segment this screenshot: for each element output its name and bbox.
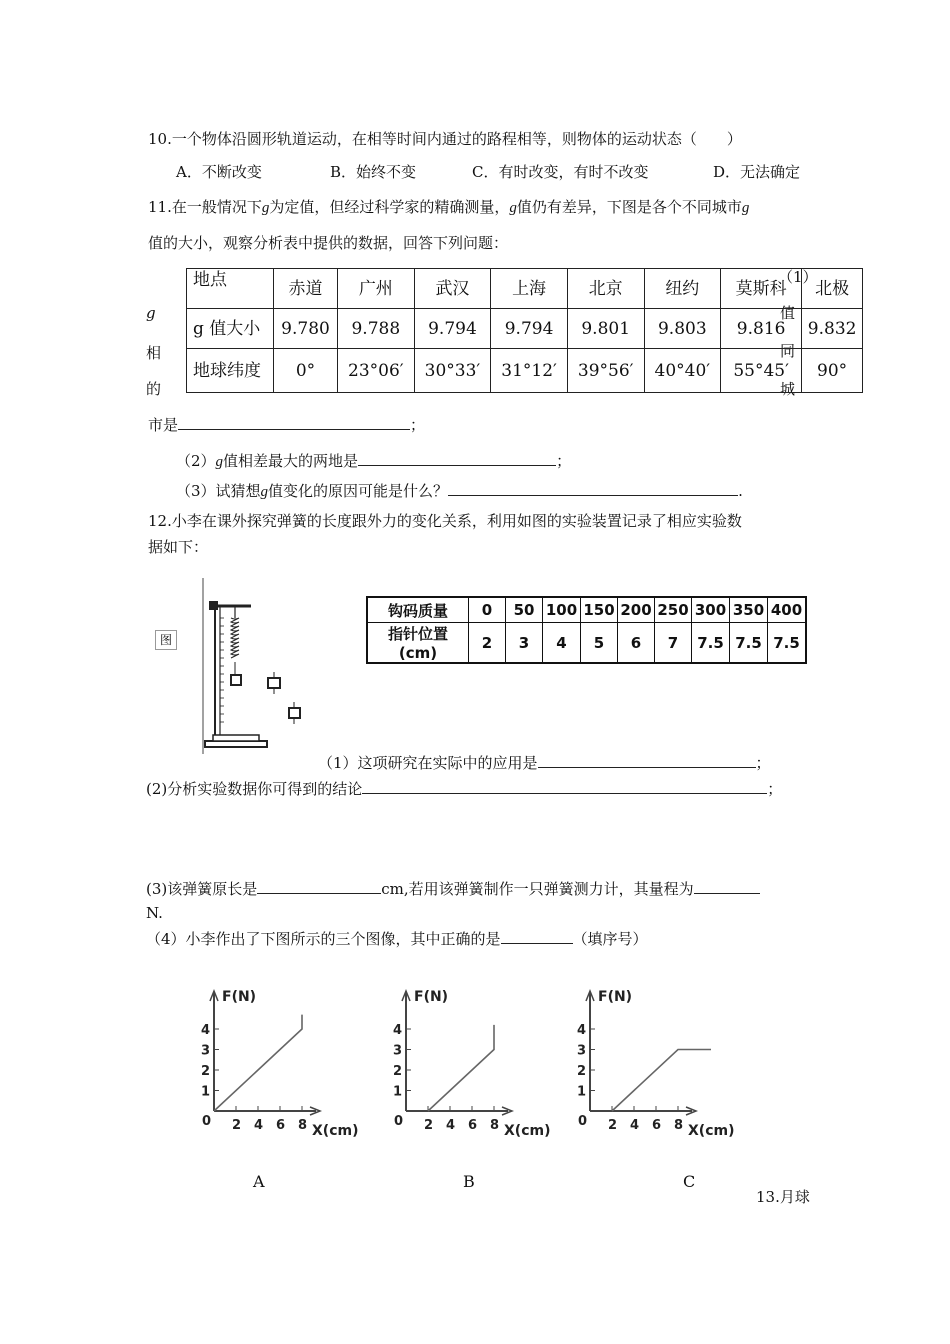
row-label: 钩码质量 bbox=[367, 597, 469, 623]
header-cell: 莫斯科 bbox=[721, 269, 802, 309]
table-cell: 5 bbox=[581, 623, 618, 664]
q13-start: 13.月球 bbox=[756, 1188, 810, 1206]
table-cell: 3 bbox=[506, 623, 543, 664]
table-cell: 55°45′ bbox=[721, 349, 802, 393]
table-row bbox=[367, 597, 806, 623]
x-tick-label: 4 bbox=[446, 1118, 456, 1133]
q10-stem: 10.一个物体沿圆形轨道运动，在相等时间内通过的路程相等，则物体的运动状态（ ） bbox=[148, 130, 742, 148]
table-cell: 7 bbox=[655, 623, 692, 664]
header-cell: 赤道 bbox=[274, 269, 338, 309]
table-cell: 7.5 bbox=[730, 623, 768, 664]
header-cell: 上海 bbox=[491, 269, 568, 309]
q12-part3: (3)该弹簧原长是 cm,若用该弹簧制作一只弹簧测力计，其量程为 bbox=[146, 878, 760, 899]
spring-apparatus-figure bbox=[195, 578, 315, 758]
x-tick-label: 8 bbox=[298, 1118, 308, 1133]
table-cell: 7.5 bbox=[768, 623, 807, 664]
x-tick-label: 2 bbox=[608, 1118, 618, 1133]
answer-blank[interactable] bbox=[358, 451, 556, 466]
table-cell: 9.780 bbox=[274, 309, 338, 349]
table-cell: 90° bbox=[802, 349, 863, 393]
table-cell: 30°33′ bbox=[414, 349, 491, 393]
y-tick-label: 3 bbox=[577, 1043, 587, 1059]
x-tick-label: 4 bbox=[254, 1118, 264, 1133]
table-cell: 9.794 bbox=[491, 309, 568, 349]
table-cell: 50 bbox=[506, 597, 543, 623]
answer-blank[interactable] bbox=[178, 415, 410, 430]
x-axis-label: X(cm) bbox=[504, 1123, 551, 1138]
y-axis-label: F(N) bbox=[598, 989, 633, 1005]
graph-a-label: A bbox=[253, 1172, 265, 1191]
table-cell: 100 bbox=[543, 597, 581, 623]
answer-blank[interactable] bbox=[538, 753, 756, 768]
graph-b-curve bbox=[428, 1025, 494, 1111]
graph-c-label: C bbox=[683, 1172, 696, 1191]
x-tick-label: 6 bbox=[468, 1118, 478, 1133]
table-row bbox=[187, 309, 863, 349]
q12-part1: （1）这项研究在实际中的应用是 ； bbox=[318, 754, 771, 772]
header-cell: 广州 bbox=[338, 269, 415, 309]
q11-side-right-1: （1） bbox=[778, 268, 818, 286]
graph-c-curve bbox=[612, 1050, 711, 1112]
q11-part2: （2）g值相差最大的两地是 ； bbox=[176, 452, 572, 470]
y-tick-label: 1 bbox=[393, 1084, 403, 1100]
x-tick-label: 8 bbox=[674, 1118, 684, 1133]
header-cell: 武汉 bbox=[414, 269, 491, 309]
table-cell: 9.788 bbox=[338, 309, 415, 349]
origin-label: 0 bbox=[394, 1114, 404, 1129]
y-tick-label: 4 bbox=[393, 1023, 403, 1038]
q11-intro-line2: 值的大小，观察分析表中提供的数据，回答下列问题： bbox=[148, 234, 509, 252]
y-tick-label: 4 bbox=[201, 1023, 211, 1038]
q10-option-a: A．不断改变 bbox=[176, 163, 262, 181]
table-row bbox=[187, 269, 863, 309]
table-cell: 400 bbox=[768, 597, 807, 623]
y-axis-label: F(N) bbox=[222, 989, 257, 1005]
table-row bbox=[187, 349, 863, 393]
answer-blank[interactable] bbox=[362, 779, 767, 794]
q11-side-left-3: 的 bbox=[146, 380, 162, 398]
f-x-graphs bbox=[184, 978, 744, 1142]
q10-option-b: B．始终不变 bbox=[330, 163, 417, 181]
y-tick-label: 3 bbox=[201, 1043, 211, 1059]
table-cell: 150 bbox=[581, 597, 618, 623]
x-tick-label: 8 bbox=[490, 1118, 500, 1133]
graph-a-curve bbox=[214, 1015, 302, 1111]
x-tick-label: 6 bbox=[652, 1118, 662, 1133]
q11-side-right-4: 城 bbox=[780, 380, 796, 398]
y-tick-label: 3 bbox=[393, 1043, 403, 1059]
q11-intro: 11.在一般情况下g为定值，但经过科学家的精确测量，g值仍有差异，下图是各个不同城市g bbox=[148, 198, 750, 216]
x-tick-label: 2 bbox=[424, 1118, 434, 1133]
table-cell: 0 bbox=[469, 597, 506, 623]
table-cell: 9.794 bbox=[414, 309, 491, 349]
header-cell: 北极 bbox=[802, 269, 863, 309]
q11-part1-line: 市是 ； bbox=[148, 416, 426, 434]
y-tick-label: 2 bbox=[393, 1064, 403, 1079]
header-cell: 纽约 bbox=[644, 269, 721, 309]
origin-label: 0 bbox=[578, 1114, 588, 1129]
row-label: g 值大小 bbox=[187, 309, 274, 349]
q12-stem-line1: 12.小李在课外探究弹簧的长度跟外力的变化关系，利用如图的实验装置记录了相应实验数 bbox=[148, 512, 742, 530]
header-cell: 地点 bbox=[187, 269, 274, 309]
y-tick-label: 4 bbox=[577, 1023, 587, 1038]
graphs-svg bbox=[184, 978, 744, 1138]
table-cell: 2 bbox=[469, 623, 506, 664]
x-tick-label: 2 bbox=[232, 1118, 242, 1133]
q11-side-left-1: g bbox=[146, 304, 156, 322]
q11-side-left-2: 相 bbox=[146, 344, 162, 362]
figure-label: 图 bbox=[155, 630, 177, 650]
table-cell: 31°12′ bbox=[491, 349, 568, 393]
g-value-table bbox=[186, 268, 863, 393]
q11-part3: （3）试猜想g值变化的原因可能是什么？ . bbox=[176, 482, 743, 500]
q12-stem-line2: 据如下： bbox=[148, 538, 209, 556]
table-cell: 23°06′ bbox=[338, 349, 415, 393]
q12-part3-unit: N. bbox=[146, 904, 163, 922]
table-cell: 9.803 bbox=[644, 309, 721, 349]
table-cell: 39°56′ bbox=[567, 349, 644, 393]
q10-option-d: D．无法确定 bbox=[713, 163, 801, 181]
table-cell: 9.832 bbox=[802, 309, 863, 349]
q12-part2: (2)分析实验数据你可得到的结论 ； bbox=[146, 780, 783, 798]
answer-blank[interactable] bbox=[694, 879, 760, 894]
y-tick-label: 1 bbox=[577, 1084, 587, 1100]
y-tick-label: 2 bbox=[577, 1064, 587, 1079]
y-axis-label: F(N) bbox=[414, 989, 449, 1005]
y-tick-label: 2 bbox=[201, 1064, 211, 1079]
table-cell: 0° bbox=[274, 349, 338, 393]
answer-blank[interactable] bbox=[448, 481, 738, 496]
table-cell: 40°40′ bbox=[644, 349, 721, 393]
x-axis-label: X(cm) bbox=[688, 1123, 735, 1138]
table-cell: 350 bbox=[730, 597, 768, 623]
table-cell: 9.801 bbox=[567, 309, 644, 349]
origin-label: 0 bbox=[202, 1114, 212, 1129]
graph-b-label: B bbox=[463, 1172, 475, 1191]
table-cell: 6 bbox=[618, 623, 655, 664]
x-axis-label: X(cm) bbox=[312, 1123, 359, 1138]
table-cell: 200 bbox=[618, 597, 655, 623]
table-row bbox=[367, 623, 806, 664]
table-cell: 9.816 bbox=[721, 309, 802, 349]
answer-blank[interactable] bbox=[257, 879, 381, 894]
header-cell: 北京 bbox=[567, 269, 644, 309]
row-label: 指针位置(cm) bbox=[367, 623, 469, 664]
q12-part4: （4）小李作出了下图所示的三个图像，其中正确的是 （填序号） bbox=[146, 930, 648, 948]
x-tick-label: 4 bbox=[630, 1118, 640, 1133]
y-tick-label: 1 bbox=[201, 1084, 211, 1100]
table-cell: 4 bbox=[543, 623, 581, 664]
table-cell: 7.5 bbox=[692, 623, 730, 664]
spring-data-table bbox=[366, 596, 807, 664]
row-label: 地球纬度 bbox=[187, 349, 274, 393]
q10-option-c: C．有时改变，有时不改变 bbox=[472, 163, 649, 181]
q11-side-right-3: 同 bbox=[780, 342, 796, 360]
q11-side-right-2: 值 bbox=[780, 304, 796, 322]
x-tick-label: 6 bbox=[276, 1118, 286, 1133]
table-cell: 250 bbox=[655, 597, 692, 623]
table-cell: 300 bbox=[692, 597, 730, 623]
answer-blank[interactable] bbox=[501, 929, 573, 944]
